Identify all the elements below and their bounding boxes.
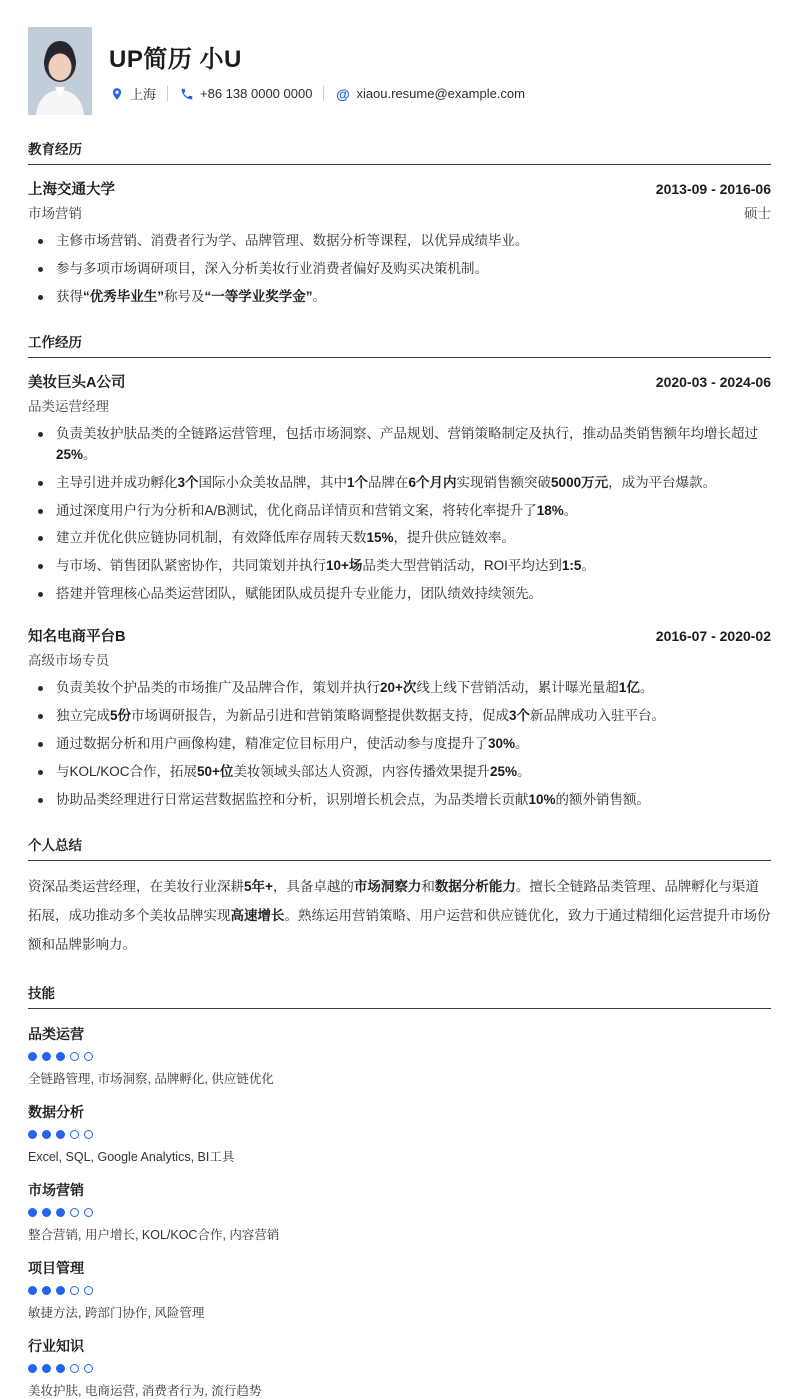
highlight-text: 高速增长 [230,907,285,923]
bullet-item [28,734,771,755]
text-segment: 。 [515,736,529,752]
section-title-education: 教育经历 [28,138,771,165]
text-segment: ，成为平台爆款。 [608,474,717,490]
skill-rating [28,1130,771,1139]
degree-label: 硕士 [744,206,771,221]
text-segment: 线上线下营销活动，累计曝光量超 [416,680,619,696]
bullet-item [28,584,771,605]
education-date: 2013-09 - 2016-06 [655,181,771,197]
text-segment: 。 [83,446,97,462]
bullet-item [28,287,771,308]
bullet-text [56,287,326,308]
rating-dot-filled [28,1286,37,1295]
rating-dot-filled [42,1286,51,1295]
skill-keywords: 敏捷方法, 跨部门协作, 风险管理 [28,1305,205,1320]
text-segment: 。擅长全链路品类管理、品牌孵化与渠道拓展，成功推动多个美妆品牌实现 [28,878,759,923]
work-bullet-list [28,678,771,811]
text-segment: 。 [516,763,531,779]
skill-item [28,1258,771,1321]
bullet-item [28,706,771,727]
skill-item [28,1336,771,1399]
highlight-text: 15% [366,530,394,546]
section-summary [28,834,771,959]
rating-dot-empty [84,1364,93,1373]
rating-dot-filled [28,1052,37,1061]
rating-dot-empty [70,1208,79,1217]
text-segment: 独立完成 [56,708,110,724]
highlight-text: “一等学业奖学金” [204,288,313,304]
highlight-text: 数据分析能力 [434,878,516,894]
job-title: 品类运营经理 [28,398,109,414]
highlight-text: 5年+ [244,878,273,894]
section-title-work: 工作经历 [28,331,771,358]
highlight-text: 10% [528,791,556,807]
text-segment: 主修市场营销、消费者行为学、品牌管理、数据分析等课程，以优异成绩毕业。 [56,233,529,248]
text-segment: 负责美妆护肤品类的全链路运营管理，包括市场洞察、产品规划、营销策略制定及执行，推动品类销售额年均增长超过 [56,425,758,441]
skill-rating [28,1052,771,1061]
bullet-marker [38,592,43,597]
text-segment: 。熟练运用营销策略、用户运营和供应链优化，致力于通过精细化运营提升市场份额和品牌影响力。 [28,907,771,952]
section-title-skills: 技能 [28,982,771,1009]
rating-dot-filled [42,1130,51,1139]
rating-dot-filled [56,1364,65,1373]
text-segment: 和 [421,878,435,894]
work-entry [28,625,771,811]
text-segment: 的额外销售额。 [555,791,651,807]
bullet-marker [38,686,43,691]
bullet-marker [38,239,43,244]
bullet-item [28,424,771,466]
company-name: 知名电商平台B [28,629,126,646]
bullet-text [56,501,577,522]
rating-dot-empty [70,1130,79,1139]
text-segment: 获得 [56,288,83,304]
summary-paragraph [28,872,771,959]
skill-keywords: 美妆护肤, 电商运营, 消费者行为, 流行趋势 [28,1383,262,1398]
text-segment: 主导引进并成功孵化 [56,474,178,490]
text-segment: 搭建并管理核心品类运营团队，赋能团队成员提升专业能力，团队绩效持续领先。 [56,586,542,602]
education-bullet-list [28,231,771,308]
bullet-item [28,501,771,522]
highlight-text: 30% [488,736,516,752]
highlight-text: 1个 [347,474,369,490]
work-bullet-list [28,424,771,605]
text-segment: 建立并优化供应链协同机制，有效降低库存周转天数 [56,530,367,546]
bullet-marker [38,509,43,514]
text-segment: 。 [563,502,578,518]
skill-item [28,1180,771,1243]
bullet-text [56,424,771,466]
highlight-text: 5000万元 [551,474,609,490]
bullet-marker [38,295,43,300]
highlight-text: 市场洞察力 [353,878,422,894]
rating-dot-empty [84,1052,93,1061]
contact-phone [179,86,312,101]
header-info [109,39,525,103]
bullet-item [28,762,771,783]
bullet-text [56,734,529,755]
highlight-text: 1:5 [561,558,582,574]
text-segment: 品牌在 [368,474,409,490]
rating-dot-empty [70,1286,79,1295]
bullet-item [28,528,771,549]
resume-header [28,27,771,115]
rating-dot-filled [56,1286,65,1295]
text-segment: ，提升供应链效率。 [393,530,516,546]
section-work [28,331,771,811]
rating-dot-filled [42,1208,51,1217]
skill-rating [28,1364,771,1373]
contact-location [109,84,156,103]
text-segment: 实现销售额突破 [456,474,552,490]
highlight-text: 50+位 [197,763,234,779]
contact-row [109,84,525,103]
rating-dot-empty [70,1052,79,1061]
candidate-name: UP简历 小U [109,46,242,73]
avatar-portrait [28,27,92,115]
bullet-text [56,762,530,783]
company-name: 美妆巨头A公司 [28,374,126,391]
highlight-text: 18% [536,502,564,518]
highlight-text: “优秀毕业生” [83,288,164,304]
highlight-text: 6个月内 [408,474,457,490]
bullet-item [28,473,771,494]
skill-name: 数据分析 [28,1103,84,1120]
bullet-text [56,231,529,252]
contact-email [335,86,525,101]
bullet-marker [38,770,43,775]
bullet-item [28,231,771,252]
bullet-text [56,259,488,280]
skill-item [28,1102,771,1165]
skill-rating [28,1286,771,1295]
highlight-text: 3个 [509,708,531,724]
skill-name: 行业知识 [28,1337,84,1354]
bullet-text [56,678,653,699]
work-date: 2016-07 - 2020-02 [655,628,771,645]
bullet-marker [38,798,43,803]
text-segment: 。 [639,680,654,696]
rating-dot-empty [84,1130,93,1139]
rating-dot-filled [56,1130,65,1139]
work-date: 2020-03 - 2024-06 [655,373,771,390]
skill-keywords: Excel, SQL, Google Analytics, BI工具 [28,1149,235,1164]
bullet-marker [38,714,43,719]
text-segment: 品类大型营销活动，ROI平均达到 [362,558,562,574]
bullet-marker [38,742,43,747]
school-name: 上海交通大学 [28,182,115,198]
rating-dot-filled [56,1208,65,1217]
text-segment: 美妆领域头部达人资源，内容传播效果提升 [233,763,490,779]
skill-name: 市场营销 [28,1181,84,1198]
bullet-marker [38,481,43,486]
bullet-text [56,790,650,811]
email-text: xiaou.resume@example.com [356,86,525,101]
highlight-text: 5份 [110,708,132,724]
section-education [28,138,771,308]
rating-dot-filled [28,1364,37,1373]
bullet-marker [38,432,43,437]
text-segment: ，具备卓越的 [272,878,354,894]
section-skills [28,982,771,1399]
highlight-text: 10+场 [326,558,363,574]
highlight-text: 3个 [177,474,199,490]
bullet-item [28,556,771,577]
highlight-text: 25% [489,763,517,779]
text-segment: 与市场、销售团队紧密协作，共同策划并执行 [56,558,326,574]
skill-rating [28,1208,771,1217]
contact-divider [167,86,168,101]
rating-dot-filled [28,1208,37,1217]
skill-keywords: 整合营销, 用户增长, KOL/KOC合作, 内容营销 [28,1227,280,1242]
location-text: 上海 [130,87,157,102]
rating-dot-empty [84,1208,93,1217]
rating-dot-empty [70,1364,79,1373]
text-segment: 市场调研报告，为新品引进和营销策略调整提供数据支持，促成 [131,708,510,724]
text-segment: 与KOL/KOC合作，拓展 [56,763,198,779]
skill-name: 项目管理 [28,1259,84,1276]
bullet-marker [38,267,43,272]
highlight-text: 1亿 [618,680,640,696]
highlight-text: 25% [56,446,84,462]
bullet-item [28,259,771,280]
skill-name: 品类运营 [28,1025,84,1042]
bullet-text [56,528,515,549]
bullet-text [56,706,665,727]
text-segment: 称号及 [164,288,205,304]
section-title-summary: 个人总结 [28,834,771,861]
bullet-text [56,473,716,494]
bullet-item [28,678,771,699]
phone-icon [179,86,194,101]
skill-keywords: 全链路管理, 市场洞察, 品牌孵化, 供应链优化 [28,1071,274,1086]
education-entry [28,178,771,308]
bullet-marker [38,564,43,569]
highlight-text: 20+次 [380,680,417,696]
text-segment: 。 [312,288,326,304]
text-segment: 通过数据分析和用户画像构建，精准定位目标用户，使活动参与度提升了 [56,736,488,752]
rating-dot-filled [42,1052,51,1061]
major-label: 市场营销 [28,206,82,221]
rating-dot-filled [28,1130,37,1139]
rating-dot-filled [56,1052,65,1061]
text-segment: 国际小众美妆品牌，其中 [198,474,348,490]
text-segment: 。 [581,558,595,574]
job-title: 高级市场专员 [28,653,109,669]
work-entry [28,371,771,605]
skill-item [28,1024,771,1087]
rating-dot-empty [84,1286,93,1295]
phone-text: +86 138 0000 0000 [200,86,313,101]
at-sign-icon: @ [336,85,350,102]
bullet-item [28,790,771,811]
text-segment: 资深品类运营经理，在美妆行业深耕 [28,878,244,894]
contact-divider [323,86,324,101]
text-segment: 新品牌成功入驻平台。 [530,708,666,724]
bullet-text [56,556,595,577]
bullet-text [56,584,542,605]
avatar [28,27,92,115]
bullet-marker [38,536,43,541]
text-segment: 负责美妆个护品类的市场推广及品牌合作，策划并执行 [56,680,380,696]
text-segment: 参与多项市场调研项目，深入分析美妆行业消费者偏好及购买决策机制。 [56,260,488,276]
location-pin-icon [109,86,124,101]
rating-dot-filled [42,1364,51,1373]
text-segment: 协助品类经理进行日常运营数据监控和分析，识别增长机会点，为品类增长贡献 [56,791,529,807]
text-segment: 通过深度用户行为分析和A/B测试，优化商品详情页和营销文案，将转化率提升了 [56,502,537,518]
